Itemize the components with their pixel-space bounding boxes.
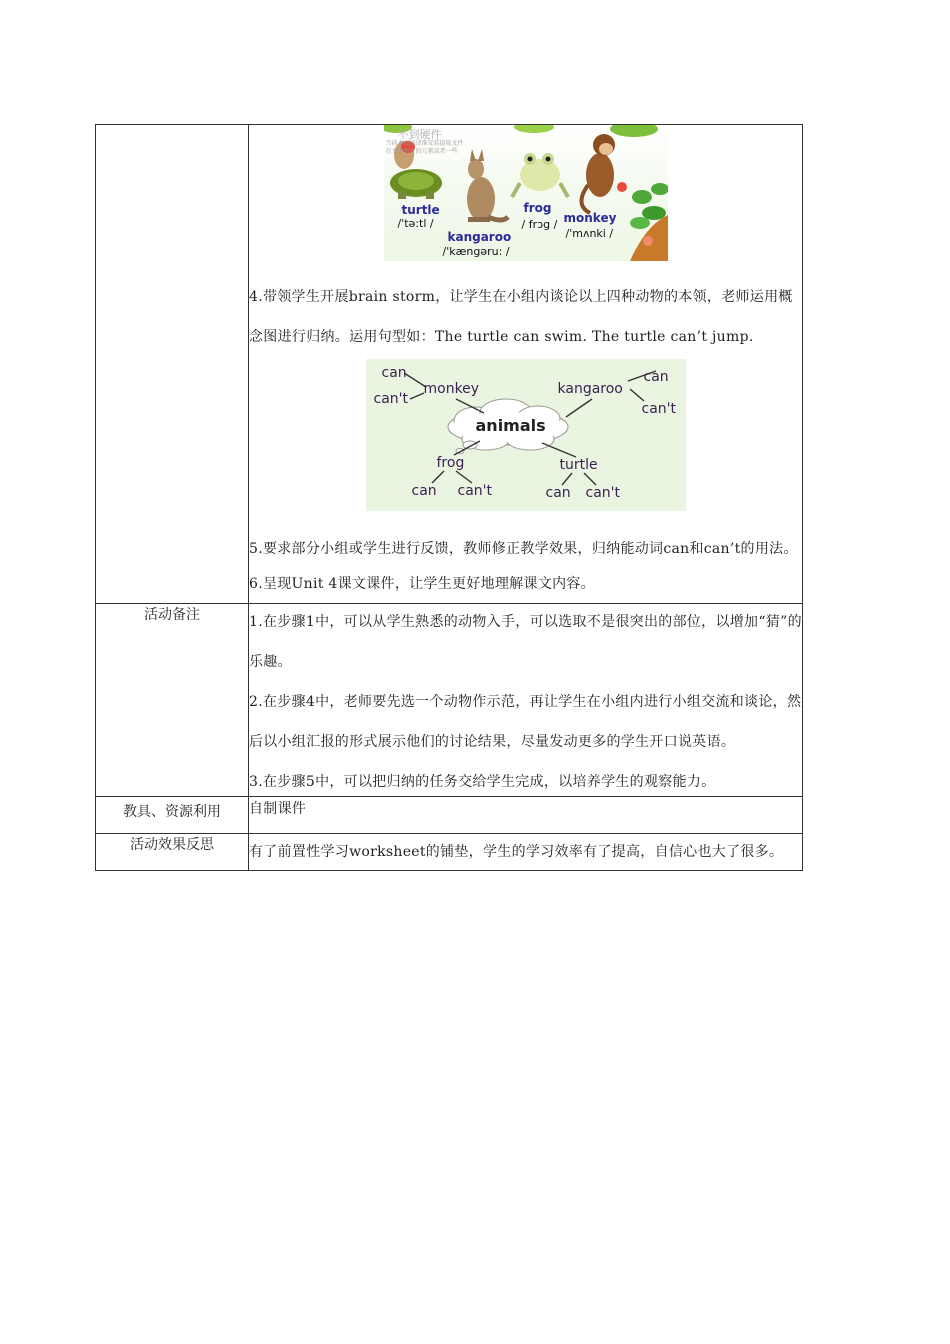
table-row: [96, 834, 803, 871]
note-item: 1.在步骤1中，可以从学生熟悉的动物入手，可以选取不是很突出的部位，以增加“猜”的乐趣。: [249, 614, 802, 670]
concept-can-label: can: [545, 485, 571, 501]
resources-text: 自制课件: [249, 801, 307, 817]
lesson-plan-table: [95, 124, 803, 871]
animal-name-label: kangaroo: [447, 230, 512, 244]
concept-can-label: can: [643, 369, 669, 385]
animal-phonetic-label: / frɔg /: [521, 218, 558, 231]
animals-figure: [249, 125, 802, 261]
animal-phonetic-label: /'mʌnki /: [565, 227, 614, 240]
activity-steps-cell: [249, 125, 803, 604]
reflection-text: 有了前置性学习worksheet的铺垫，学生的学习效率有了提高，自信心也大了很多。: [249, 844, 784, 860]
concept-cant-label: can't: [585, 485, 620, 501]
kangaroo-illustration: [467, 149, 508, 222]
step-5-text: 5.要求部分小组或学生进行反馈，教师修正教学效果，归纳能动词can和can’t的用法。: [249, 541, 798, 557]
table-row: [96, 125, 803, 604]
watermark-line: 在文中所有的元素或者一些: [385, 148, 458, 155]
concept-node-turtle: turtle: [559, 457, 598, 473]
frog-illustration: [512, 153, 568, 197]
row-label-reflection: 活动效果反思: [96, 834, 249, 871]
concept-node-monkey: monkey: [423, 381, 480, 397]
row-label-notes: 活动备注: [96, 604, 249, 797]
concept-cant-label: can't: [457, 483, 492, 499]
concept-cant-label: can't: [641, 401, 676, 417]
step-6-text: 6.呈现Unit 4课文课件，让学生更好地理解课文内容。: [249, 576, 596, 592]
notes-cell: [249, 604, 803, 797]
note-item: 2.在步骤4中，老师要先选一个动物作示范，再让学生在小组内进行小组交流和谈论，然后以小组汇报的形式展示他们的讨论结果，尽量发动更多的学生开口说英语。: [249, 694, 802, 750]
monkey-illustration: [581, 134, 627, 213]
concept-map-center: animals: [475, 416, 546, 435]
concept-cant-label: can't: [373, 391, 408, 407]
animals-picture: [384, 125, 668, 261]
step-4-text: 4.带领学生开展brain storm，让学生在小组内谈论以上四种动物的本领，老师运用概念图进行归纳。运用句型如：The turtle can swim. The turtle can’t jump.: [249, 289, 793, 345]
concept-map: [366, 359, 686, 511]
animal-name-label: turtle: [401, 203, 440, 217]
reflection-cell: [249, 834, 803, 871]
resources-cell: [249, 797, 803, 834]
concept-can-label: can: [381, 365, 407, 381]
concept-can-label: can: [411, 483, 437, 499]
concept-map-figure: [249, 359, 802, 511]
animal-phonetic-label: /'kængəru: /: [442, 245, 510, 258]
animal-phonetic-label: /'tə:tl /: [397, 217, 434, 230]
note-item: 3.在步骤5中，可以把归纳的任务交给学生完成，以培养学生的观察能力。: [249, 774, 716, 790]
table-row: [96, 797, 803, 834]
concept-node-frog: frog: [436, 455, 465, 471]
concept-node-kangaroo: kangaroo: [557, 381, 623, 397]
animal-name-label: frog: [523, 201, 552, 215]
watermark-line: 当前本机的请准安装提取文件: [385, 140, 464, 147]
tree-illustration: [630, 183, 668, 261]
animal-name-label: monkey: [563, 211, 617, 225]
watermark-title: 不到硬件: [397, 128, 442, 141]
row-label-resources: 教具、资源利用: [96, 797, 249, 834]
row-label-empty: [96, 125, 249, 604]
table-row: [96, 604, 803, 797]
